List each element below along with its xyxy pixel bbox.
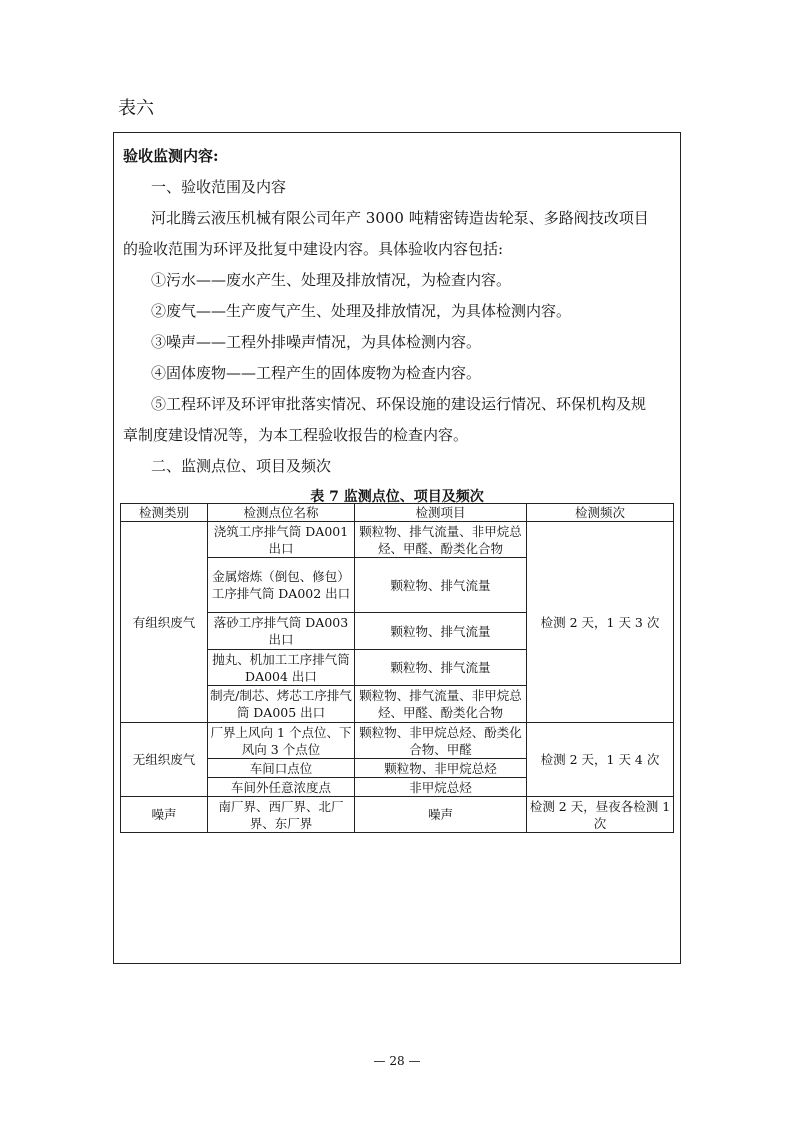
items-cell: 颗粒物、非甲烷总烃 (355, 759, 527, 778)
table-row (121, 797, 674, 833)
item-eia-line1: ⑤工程环评及环评审批落实情况、环保设施的建设运行情况、环保机构及规 (151, 395, 647, 413)
category-cell: 有组织废气 (121, 522, 208, 723)
items-cell: 非甲烷总烃 (355, 778, 527, 797)
point-cell: 金属熔炼（倒包、修包）工序排气筒 DA002 出口 (208, 558, 355, 613)
subsection-heading-scope: 一、验收范围及内容 (151, 178, 287, 196)
point-cell: 厂界上风向 1 个点位、下风向 3 个点位 (208, 723, 355, 759)
items-cell: 颗粒物、排气流量 (355, 650, 527, 686)
table-row (121, 522, 674, 558)
monitoring-table (120, 503, 674, 833)
items-cell: 颗粒物、排气流量、非甲烷总烃、甲醛、酚类化合物 (355, 686, 527, 723)
section-title: 验收监测内容: (123, 147, 219, 165)
header-category: 检测类别 (121, 504, 208, 522)
table-header-row (121, 504, 674, 522)
content-frame (113, 132, 681, 964)
item-waste-gas: ②废气——生产废气产生、处理及排放情况，为具体检测内容。 (151, 302, 572, 320)
item-wastewater: ①污水——废水产生、处理及排放情况，为检查内容。 (151, 271, 512, 289)
items-cell: 颗粒物、非甲烷总烃、酚类化合物、甲醛 (355, 723, 527, 759)
table-caption: 表 7 监测点位、项目及频次 (310, 489, 484, 505)
items-cell: 颗粒物、排气流量、非甲烷总烃、甲醛、酚类化合物 (355, 522, 527, 558)
point-cell: 车间口点位 (208, 759, 355, 778)
point-cell: 抛丸、机加工工序排气筒 DA004 出口 (208, 650, 355, 686)
paragraph-intro-line1: 河北腾云液压机械有限公司年产 3000 吨精密铸造齿轮泵、多路阀技改项目 (151, 209, 649, 227)
items-cell: 颗粒物、排气流量 (355, 558, 527, 613)
frequency-cell: 检测 2 天，昼夜各检测 1 次 (527, 797, 674, 833)
header-point: 检测点位名称 (208, 504, 355, 522)
paragraph-intro-line2: 的验收范围为环评及批复中建设内容。具体验收内容包括: (123, 240, 504, 258)
point-cell: 浇筑工序排气筒 DA001 出口 (208, 522, 355, 558)
point-cell: 车间外任意浓度点 (208, 778, 355, 797)
category-cell: 噪声 (121, 797, 208, 833)
point-cell: 落砂工序排气筒 DA003 出口 (208, 613, 355, 650)
page-number: — 28 — (373, 1054, 421, 1068)
header-items: 检测项目 (355, 504, 527, 522)
page-heading: 表六 (118, 98, 154, 119)
item-solid-waste: ④固体废物——工程产生的固体废物为检查内容。 (151, 364, 482, 382)
items-cell: 颗粒物、排气流量 (355, 613, 527, 650)
frequency-cell: 检测 2 天，1 天 3 次 (527, 522, 674, 723)
subsection-heading-monitoring: 二、监测点位、项目及频次 (151, 457, 332, 475)
item-eia-line2: 章制度建设情况等，为本工程验收报告的检查内容。 (123, 426, 469, 444)
frequency-cell: 检测 2 天，1 天 4 次 (527, 723, 674, 797)
header-frequency: 检测频次 (527, 504, 674, 522)
category-cell: 无组织废气 (121, 723, 208, 797)
point-cell: 南厂界、西厂界、北厂界、东厂界 (208, 797, 355, 833)
table-row (121, 723, 674, 759)
items-cell: 噪声 (355, 797, 527, 833)
point-cell: 制壳/制芯、烤芯工序排气 筒 DA005 出口 (208, 686, 355, 723)
item-noise: ③噪声——工程外排噪声情况，为具体检测内容。 (151, 333, 482, 351)
